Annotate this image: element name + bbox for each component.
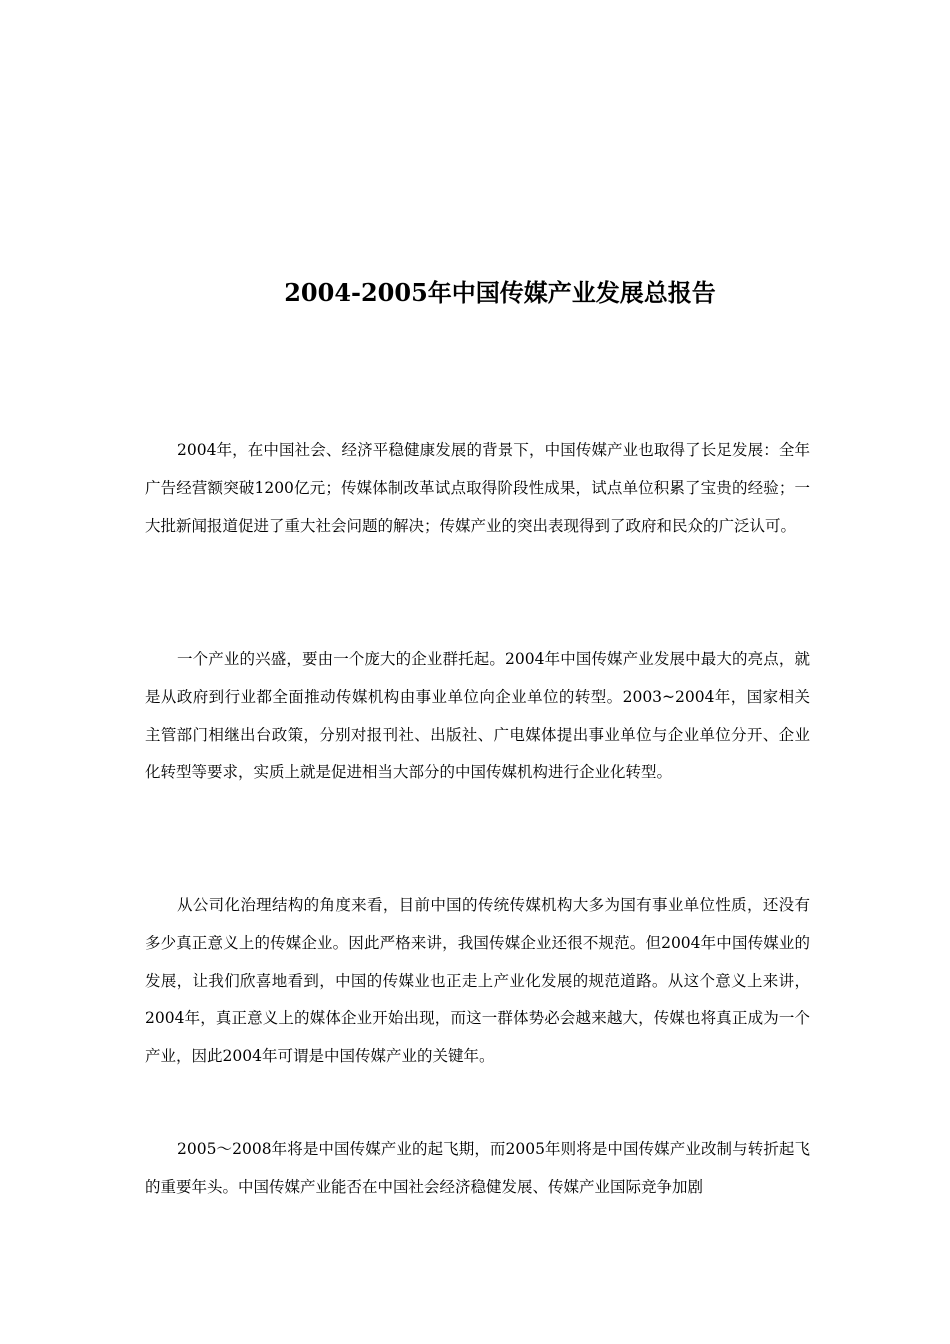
document-title: 2004-2005年中国传媒产业发展总报告: [284, 278, 716, 307]
paragraph-4: 2005～2008年将是中国传媒产业的起飞期，而2005年则将是中国传媒产业改制与转折起飞的重要年头。中国传媒产业能否在中国社会经济稳健发展、传媒产业国际竞争加剧: [145, 1140, 810, 1196]
paragraph-1: 2004年，在中国社会、经济平稳健康发展的背景下，中国传媒产业也取得了长足发展：全年广告经营额突破1200亿元；传媒体制改革试点取得阶段性成果，试点单位积累了宝贵的经验；一大批新闻报道促进了重大社会问题的解决；传媒产业的突出表现得到了政府和民众的广泛认可。: [145, 441, 810, 535]
paragraph-3: 从公司化治理结构的角度来看，目前中国的传统传媒机构大多为国有事业单位性质，还没有多少真正意义上的传媒企业。因此严格来讲，我国传媒企业还很不规范。但2004年中国传媒业的发展，让我们欣喜地看到，中国的传媒业也正走上产业化发展的规范道路。从这个意义上来讲，2004年，真正意义上的媒体企业开始出现，而这一群体势必会越来越大，传媒也将真正成为一个产业，因此2004年可谓是中国传媒产业的关键年。: [145, 896, 810, 1066]
paragraph-2: 一个产业的兴盛，要由一个庞大的企业群托起。2004年中国传媒产业发展中最大的亮点，就是从政府到行业都全面推动传媒机构由事业单位向企业单位的转型。2003~2004年，国家相关主管部门相继出台政策，分别对报刊社、出版社、广电媒体提出事业单位与企业单位分开、企业化转型等要求，实质上就是促进相当大部分的中国传媒机构进行企业化转型。: [145, 650, 810, 782]
